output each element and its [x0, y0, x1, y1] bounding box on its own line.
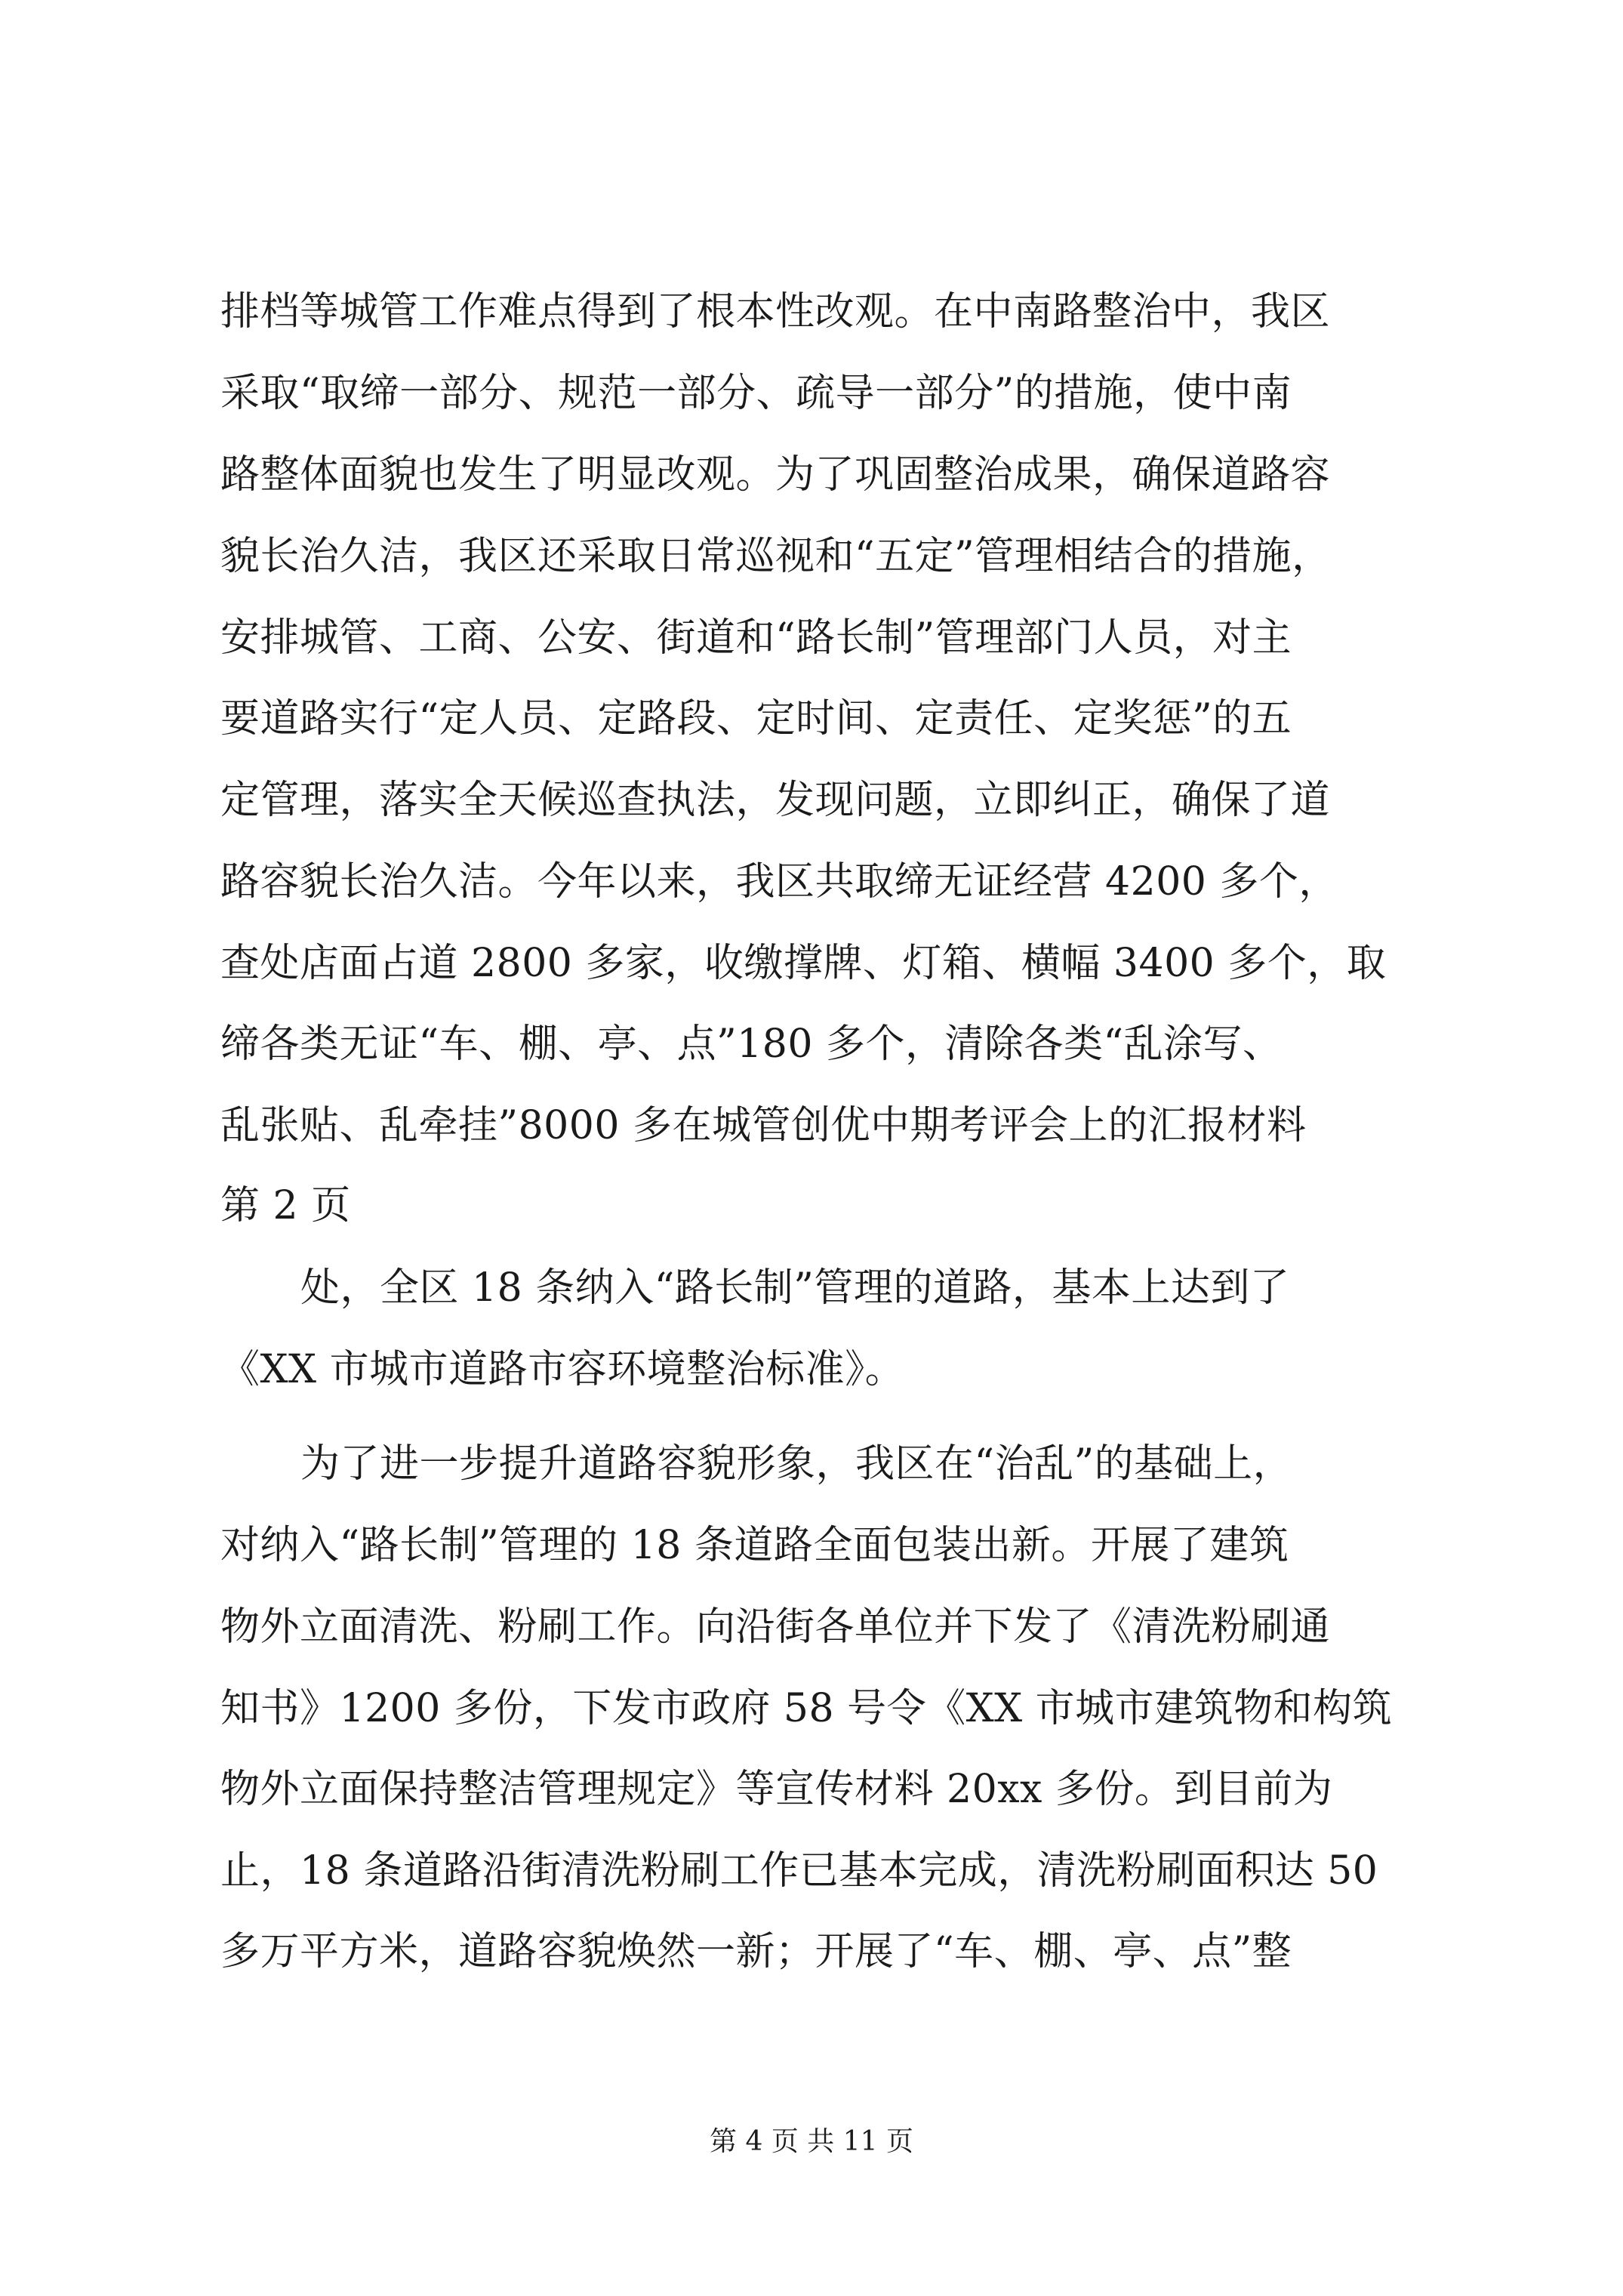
paragraph-line: 为了进一步提升道路容貌形象，我区在“治乱”的基础上， [300, 1441, 1293, 1487]
paragraph-line: 知书》1200 多份，下发市政府 58 号令《XX 市城市建筑物和构筑 [220, 1686, 1393, 1731]
body-line: 定管理，落实全天候巡查执法，发现问题，立即纠正，确保了道 [220, 778, 1331, 823]
body-line: 采取“取缔一部分、规范一部分、疏导一部分”的措施，使中南 [220, 371, 1292, 416]
body-line: 貌长治久洁，我区还采取日常巡视和“五定”管理相结合的措施， [220, 534, 1332, 579]
body-line: 要道路实行“定人员、定路段、定时间、定责任、定奖惩”的五 [220, 696, 1292, 741]
body-line: 路容貌长治久洁。今年以来，我区共取缔无证经营 4200 多个， [220, 859, 1338, 905]
paragraph-line: 止，18 条道路沿街清洗粉刷工作已基本完成，清洗粉刷面积达 50 [220, 1848, 1378, 1894]
page-footer: 第 4 页 共 11 页 [710, 2126, 913, 2157]
page-reference: 第 2 页 [220, 1183, 351, 1228]
body-line: 安排城管、工商、公安、街道和“路长制”管理部门人员，对主 [220, 615, 1292, 661]
body-line: 查处店面占道 2800 多家，收缴撑牌、灯箱、横幅 3400 多个，取 [220, 941, 1387, 986]
body-line: 乱张贴、乱牵挂”8000 多在城管创优中期考评会上的汇报材料 [220, 1103, 1307, 1148]
body-line: 缔各类无证“车、棚、亭、点”180 多个，清除各类“乱涂写、 [220, 1022, 1283, 1067]
paragraph-line: 物外立面保持整洁管理规定》等宣传材料 20xx 多份。到目前为 [220, 1767, 1333, 1812]
paragraph-line: 对纳入“路长制”管理的 18 条道路全面包装出新。开展了建筑 [220, 1523, 1289, 1568]
body-line: 路整体面貌也发生了明显改观。为了巩固整治成果，确保道路容 [220, 452, 1331, 498]
body-line: 排档等城管工作难点得到了根本性改观。在中南路整治中，我区 [220, 289, 1331, 334]
paragraph-line: 处，全区 18 条纳入“路长制”管理的道路，基本上达到了 [300, 1265, 1290, 1311]
paragraph-line: 物外立面清洗、粉刷工作。向沿街各单位并下发了《清洗粉刷通 [220, 1604, 1331, 1650]
paragraph-line: 《XX 市城市道路市容环境整治标准》。 [220, 1347, 905, 1392]
paragraph-line: 多万平方米，道路容貌焕然一新；开展了“车、棚、亭、点”整 [220, 1929, 1292, 1974]
